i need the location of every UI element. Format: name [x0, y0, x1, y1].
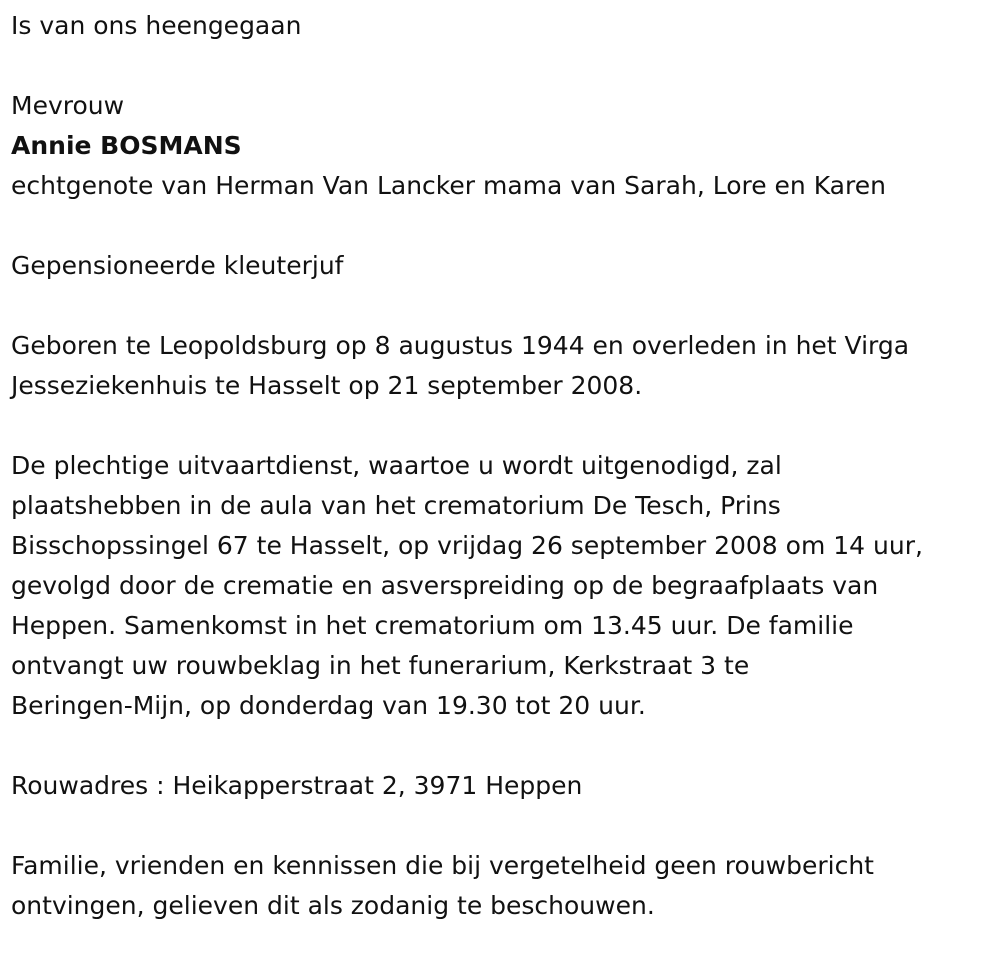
spacer: [11, 46, 1000, 86]
deceased-name: Annie BOSMANS: [11, 131, 242, 160]
mourning-address: Rouwadres : Heikapperstraat 2, 3971 Heppen: [11, 771, 583, 800]
salutation: Mevrouw: [11, 91, 125, 120]
paragraph-line: plaatshebben in de aula van het crematorium De Tesch, Prins: [11, 491, 781, 520]
spacer: [11, 286, 1000, 326]
paragraph-line: gevolgd door de crematie en asverspreiding op de begraafplaats van: [11, 571, 879, 600]
spacer: [11, 406, 1000, 446]
paragraph-line: ontvangt uw rouwbeklag in het funerarium, Kerkstraat 3 te: [11, 651, 750, 680]
family-relation: echtgenote van Herman Van Lancker mama van Sarah, Lore en Karen: [11, 171, 886, 200]
spacer: [11, 806, 1000, 846]
paragraph-line: Familie, vrienden en kennissen die bij vergetelheid geen rouwbericht: [11, 851, 874, 880]
paragraph-line: Beringen-Mijn, op donderdag van 19.30 tot 20 uur.: [11, 691, 646, 720]
profession: Gepensioneerde kleuterjuf: [11, 251, 344, 280]
paragraph-line: ontvingen, gelieven dit als zodanig te beschouwen.: [11, 891, 655, 920]
closing-paragraph: [11, 846, 1000, 926]
spacer: [11, 726, 1000, 766]
paragraph-line: Bisschopssingel 67 te Hasselt, op vrijdag 26 september 2008 om 14 uur,: [11, 531, 923, 560]
intro-text: Is van ons heengegaan: [11, 11, 302, 40]
funeral-paragraph: [11, 446, 1000, 726]
paragraph-line: Geboren te Leopoldsburg op 8 augustus 1944 en overleden in het Virga: [11, 331, 910, 360]
paragraph-line: Jesseziekenhuis te Hasselt op 21 september 2008.: [11, 371, 643, 400]
birth-death-paragraph: [11, 326, 1000, 406]
spacer: [11, 206, 1000, 246]
paragraph-line: De plechtige uitvaartdienst, waartoe u wordt uitgenodigd, zal: [11, 451, 782, 480]
paragraph-line: Heppen. Samenkomst in het crematorium om 13.45 uur. De familie: [11, 611, 854, 640]
